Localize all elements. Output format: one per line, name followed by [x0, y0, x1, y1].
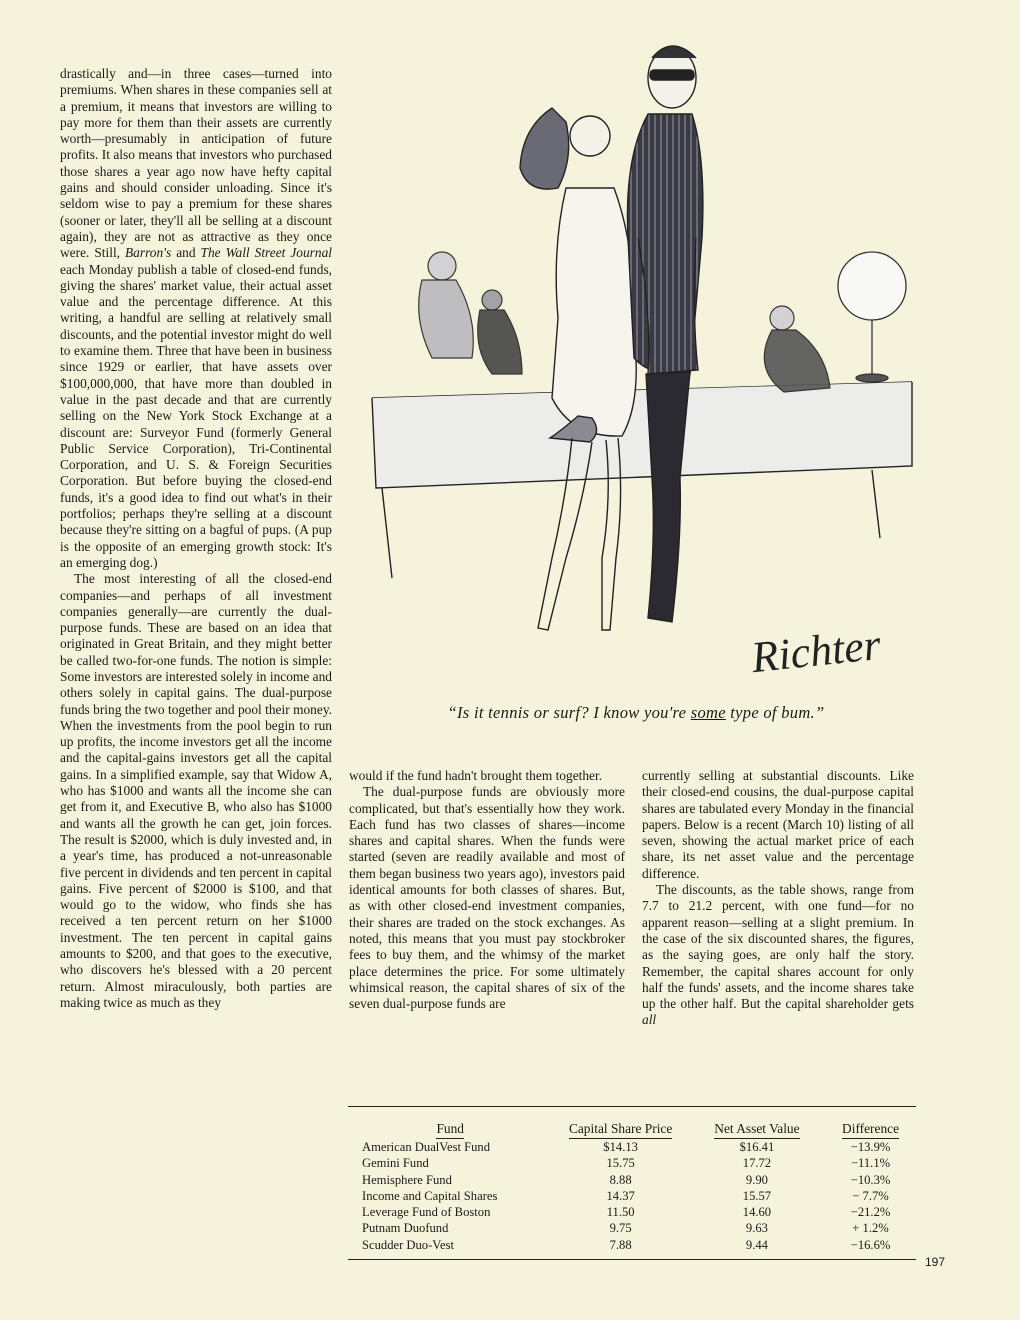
cartoon-illustration [352, 18, 920, 690]
woman-figure [520, 108, 636, 630]
dual-purpose-fund-table [348, 1106, 916, 1260]
bar-counter [372, 382, 912, 578]
lamp-drawing [838, 252, 906, 382]
capital-share-price: 7.88 [609, 1237, 632, 1252]
fund-name: Income and Capital Shares [362, 1188, 498, 1203]
paragraph: currently selling at substantial discounts. Like their closed-end cousins, the dual-purpose capital shares are tabulated every Monday in the financial papers. Below is a recent (March 10) listing of all seven, showing the actual market price of each share, its net asset value and the percentage difference. [642, 768, 914, 881]
table-row [348, 1220, 916, 1236]
table-row [348, 1155, 916, 1171]
paragraph: would if the fund hadn't brought them together. [349, 768, 603, 783]
net-asset-value: 9.90 [745, 1172, 768, 1187]
difference: − 7.7% [852, 1188, 889, 1203]
man-figure [627, 46, 702, 622]
artist-signature: Richter [749, 619, 884, 683]
middle-text-column [349, 768, 625, 1012]
cartoon-caption: “Is it tennis or surf? I know you're some type of bum.” [447, 703, 825, 722]
difference: −10.3% [850, 1172, 891, 1187]
fund-name: Leverage Fund of Boston [362, 1205, 491, 1220]
table-row [348, 1172, 916, 1188]
capital-share-price: 11.50 [606, 1205, 635, 1220]
capital-share-price: 9.75 [609, 1221, 632, 1236]
table-row [348, 1204, 916, 1220]
paragraph: The dual-purpose funds are obviously more complicated, but that's essentially how they work. Each fund has two classes of shares—income shares and capital shares. When the funds were started (seven are readily available and most of them began business two years ago), investors paid identical amounts for both classes of shares. But, as with other closed-end investment companies, their shares are traded on the stock exchanges. As noted, this means that you must pay stockbroker fees to buy them, and the whimsy of the market place determines the price. For some ultimately whimsical reason, the capital shares of six of the seven dual-purpose funds are [349, 784, 625, 1012]
fund-table [348, 1113, 916, 1253]
fund-name: Hemisphere Fund [362, 1172, 452, 1187]
capital-share-price: 8.88 [609, 1172, 632, 1187]
fund-name: Gemini Fund [362, 1156, 429, 1171]
column-header: Fund [348, 1113, 552, 1139]
net-asset-value: 9.63 [745, 1221, 768, 1236]
column-header: Difference [825, 1113, 916, 1139]
right-text-column [642, 768, 914, 1029]
fund-name: American DualVest Fund [362, 1140, 491, 1154]
capital-share-price: 15.75 [606, 1156, 635, 1171]
difference: + 1.2% [852, 1221, 889, 1236]
table-row [348, 1188, 916, 1204]
table-row [348, 1139, 916, 1155]
left-text-column [60, 66, 332, 1011]
paragraph: drastically and—in three cases—turned into premiums. When shares in these companies sell at a premium, it means that investors are willing to pay more for them than their assets are currently worth—presumably in anticipation of future profits. It also means that investors who purchased those shares a year ago now have hefty capital gains and should consider unloading. Since it's seldom wise to pay a premium for these shares (sooner or later, they'll all be selling at a discount again), they are not as attractive as they once were. Still, Barron's and The Wall Street Journal each Monday publish a table of closed-end funds, giving the shares' market value, their actual asset value and the percentage difference. At this writing, a handful are selling at relatively small discounts, and the potential investor might do well to examine them. Three that have been in business since 1929 or earlier, that have assets over $100,000,000, that have more than doubled in value in the past decade and that are currently selling on the New York Stock Exchange at a discount are: Surveyor Fund (formerly General Public Service Corporation), Tri-Continental Corporation, and U. S. & Foreign Securities Corporation. But before buying the closed-end funds, it's a good idea to find out what's in their portfolios; perhaps they're selling at a discount because they're sitting on a bagful of pups. (A pup is the opposite of an emerging growth stock: It's an emerging dog.) [60, 66, 332, 570]
capital-share-price: $14.13 [603, 1140, 638, 1154]
column-header: Net Asset Value [689, 1113, 825, 1139]
table-row [348, 1237, 916, 1253]
paragraph: The most interesting of all the closed-end companies—and perhaps of all investment companies generally—are currently the dual-purpose funds. These are based on an idea that originated in Great Britain, and they might better be called two-for-one funds. The notion is simple: Some investors are interested solely in income and others solely in capital gains. The dual-purpose funds bring the two together and pool their money. When the investments from the pool begin to run up profits, the income investors get all the income and the capital-gains investors get all the capital gains. In a simplified example, say that Widow A, who has $1000 and wants all the income she can get from it, and Executive B, who also has $1000 and wants all the growth he can get, join forces. The result is $2000, which is duly invested and, in a year's time, has produced a not-unreasonable five percent in dividends and ten percent in capital gains. Five percent of $2000 is $100, and that would go to the widow, who finds she has received a ten percent return on her $1000 investment. The ten percent in capital gains amounts to $200, and that goes to the executive, who discovers he's blessed with a 20 percent return. Almost miraculously, both parties are making twice as much as they [60, 571, 332, 1010]
capital-share-price: 14.37 [606, 1188, 635, 1203]
net-asset-value: 15.57 [742, 1188, 772, 1203]
net-asset-value: 14.60 [742, 1205, 772, 1220]
fund-name: Putnam Duofund [362, 1221, 449, 1236]
difference: −11.1% [850, 1156, 891, 1171]
fund-name: Scudder Duo-Vest [362, 1237, 454, 1252]
net-asset-value: 17.72 [742, 1156, 772, 1171]
cartoon-drawing [352, 18, 920, 690]
difference: −13.9% [850, 1140, 891, 1154]
page-number: 197 [925, 1255, 946, 1269]
difference: −21.2% [850, 1205, 891, 1220]
column-header: Capital Share Price [552, 1113, 688, 1139]
paragraph: The discounts, as the table shows, range from 7.7 to 21.2 percent, with one fund—for no apparent reason—selling at a slight premium. In the case of the six discounted shares, the figures, as the saying goes, are only half the story. Remember, the capital shares account for only half the funds' assets, and the income shares take up the other half. But the capital shareholder gets all [642, 882, 914, 1028]
difference: −16.6% [850, 1237, 891, 1252]
net-asset-value: $16.41 [739, 1140, 775, 1154]
table-header-row [348, 1113, 916, 1139]
net-asset-value: 9.44 [745, 1237, 768, 1252]
